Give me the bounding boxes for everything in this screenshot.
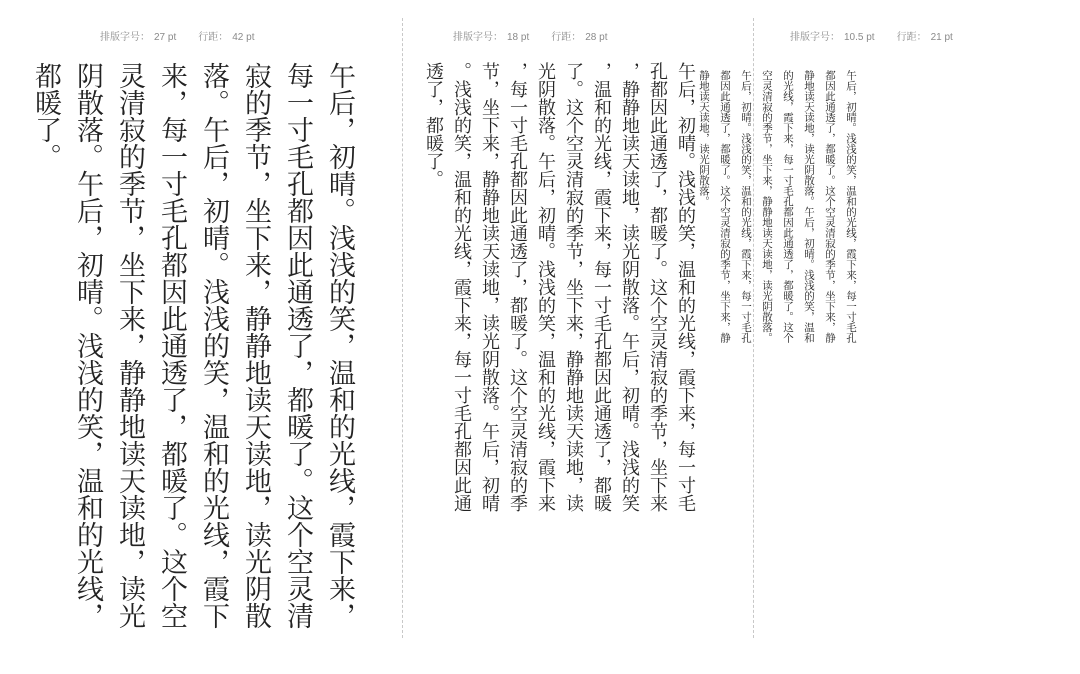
- size-label: 排版字号：: [453, 32, 503, 43]
- panel-27pt: [0, 0, 402, 674]
- leading-value: 21 pt: [930, 32, 953, 43]
- size-value: 18 pt: [507, 32, 530, 43]
- leading-value: 42 pt: [232, 32, 255, 43]
- size-label: 排版字号：: [100, 32, 150, 43]
- leading-label: 行距：: [198, 32, 229, 43]
- leading-label: 行距：: [896, 32, 927, 43]
- spec-line: [790, 28, 957, 43]
- size-label: 排版字号：: [790, 32, 840, 43]
- leading-value: 28 pt: [585, 32, 608, 43]
- size-value: 10.5 pt: [844, 32, 875, 43]
- spec-line: [100, 28, 259, 43]
- vertical-text-sample: 午后，初晴。浅浅的笑，温和的光线，霞下来，每一寸毛孔都因此通透了，都暖了。这个空灵清寂的季节，坐下来，静静地读天读地，读光阴散落。午后，初晴。浅浅的笑，温和的光线，霞下来，每一寸毛孔都因此通透了，都暖了。这个空灵清寂的季节，坐下来，静静地读天读地，读光阴散落。午后，初晴。浅浅的笑，温和的光线，霞下来，每一寸毛孔都因此通透了，都暖了。这个空灵清寂的季节，坐下来，静静地读天读地，读光阴散落。: [698, 70, 857, 343]
- vertical-text-sample: 午后，初晴。浅浅的笑，温和的光线，霞下来，每一寸毛孔都因此通透了，都暖了。这个空灵清寂的季节，坐下来，静静地读天读地，读光阴散落。午后，初晴。浅浅的笑，温和的光线，霞下来，每一寸毛孔都因此通透了，都暖了。这个空灵清寂的季节，坐下来，静静地读天读地，读光阴散落。午后，初晴。浅浅的笑，温和的光线，都暖了。: [30, 62, 355, 629]
- spec-line: [453, 28, 612, 43]
- panel-10-5pt: [698, 0, 1080, 674]
- leading-label: 行距：: [551, 32, 582, 43]
- vertical-text-sample: 午后，初晴。浅浅的笑，温和的光线，霞下来，每一寸毛孔都因此通透了，都暖了。这个空灵清寂的季节，坐下来，静静地读天读地，读光阴散落。午后，初晴。浅浅的笑，温和的光线，霞下来，每一寸毛孔都因此通透了，都暖了。这个空灵清寂的季节，坐下来，静静地读天读地，读光阴散落。午后，初晴。浅浅的笑，温和的光线，霞下来，每一寸毛孔都因此通透了，都暖了。这个空灵清寂的季节，坐下来，静静地读天读地，读光阴散落。午后，初晴。浅浅的笑，温和的光线，霞下来，每一寸毛孔都因此通透了，都暖了。: [423, 62, 696, 512]
- size-value: 27 pt: [154, 32, 177, 43]
